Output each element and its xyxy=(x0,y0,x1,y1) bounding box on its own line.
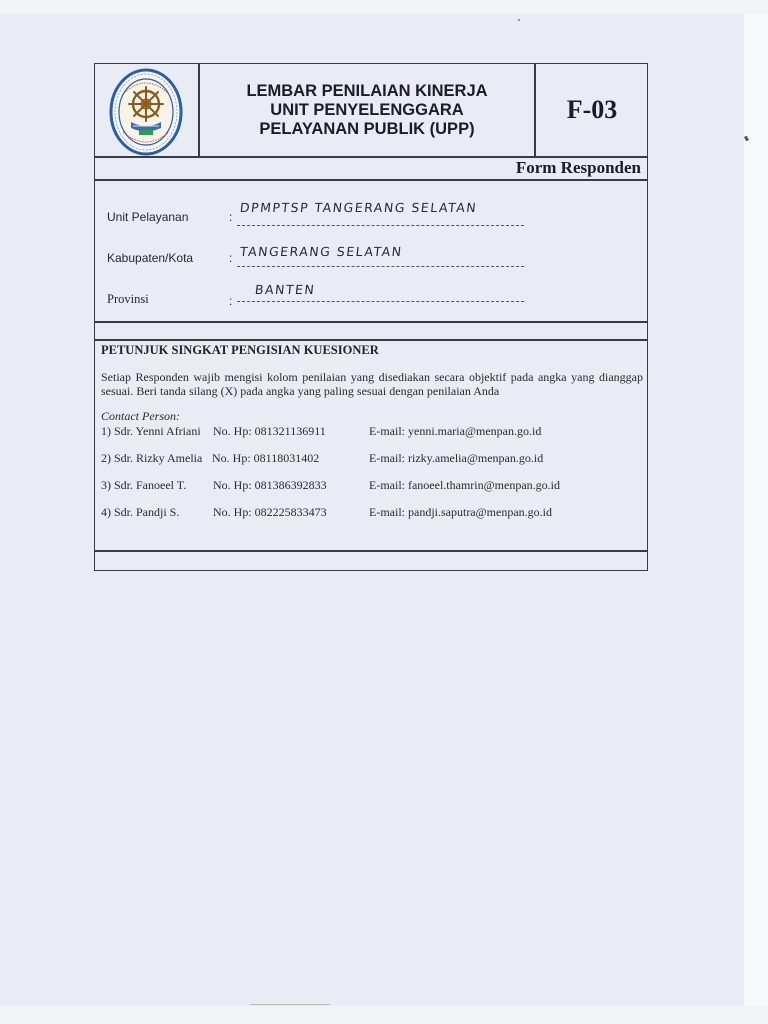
kabupaten-kota-field[interactable]: TANGERANG SELATAN xyxy=(239,244,404,259)
kabupaten-kota-label: Kabupaten/Kota xyxy=(107,251,194,265)
contact-email: E-mail: rizky.amelia@menpan.go.id xyxy=(369,451,544,465)
contact-name: 4) Sdr. Pandji S. xyxy=(101,505,180,519)
divider xyxy=(95,321,647,323)
contact-row xyxy=(101,451,641,467)
scan-margin xyxy=(744,14,768,1006)
unit-pelayanan-field[interactable]: DPMPTSP TANGERANG SELATAN xyxy=(239,200,478,215)
contact-email: E-mail: pandji.saputra@menpan.go.id xyxy=(369,505,553,519)
answer-line xyxy=(237,225,524,226)
title-line: PELAYANAN PUBLIK (UPP) xyxy=(259,119,475,138)
answer-line xyxy=(237,301,524,302)
provinsi-label: Provinsi xyxy=(107,292,149,306)
form-frame xyxy=(94,63,648,571)
unit-pelayanan-label: Unit Pelayanan xyxy=(107,210,189,224)
scan-speck xyxy=(250,1004,330,1005)
title-line: LEMBAR PENILAIAN KINERJA xyxy=(246,81,488,100)
contact-row xyxy=(101,505,641,521)
title-line: UNIT PENYELENGGARA xyxy=(270,100,464,119)
colon: : xyxy=(229,251,233,265)
contact-name: 2) Sdr. Rizky Amelia xyxy=(101,451,203,465)
contact-person-title: Contact Person: xyxy=(101,409,180,423)
form-code: F-03 xyxy=(566,95,618,124)
divider xyxy=(95,179,647,181)
contact-row xyxy=(101,424,641,440)
ministry-seal-logo xyxy=(109,68,183,156)
contact-row xyxy=(101,478,641,494)
divider xyxy=(95,339,647,341)
colon: : xyxy=(229,210,233,224)
divider xyxy=(95,550,647,552)
contact-name: 3) Sdr. Fanoeel T. xyxy=(101,478,187,492)
provinsi-field[interactable]: BANTEN xyxy=(254,282,317,297)
contact-name: 1) Sdr. Yenni Afriani xyxy=(101,424,201,438)
form-name: Form Responden xyxy=(515,158,641,177)
answer-line xyxy=(237,266,524,267)
contact-phone: No. Hp: 081321136911 xyxy=(213,424,326,438)
form-title xyxy=(199,64,535,156)
instructions-title: PETUNJUK SINGKAT PENGISIAN KUESIONER xyxy=(101,343,379,357)
contact-phone: No. Hp: 082225833473 xyxy=(213,505,327,519)
contact-email: E-mail: yenni.maria@menpan.go.id xyxy=(369,424,542,438)
colon: : xyxy=(229,294,233,308)
contact-email: E-mail: fanoeel.thamrin@menpan.go.id xyxy=(369,478,560,492)
scan-speck xyxy=(518,19,520,21)
contact-phone: No. Hp: 08118031402 xyxy=(212,451,320,465)
contact-phone: No. Hp: 081386392833 xyxy=(213,478,327,492)
instructions-text: Setiap Responden wajib mengisi kolom penilaian yang disediakan secara objektif pada angka yang dianggap sesuai. Beri tanda silang (X) pada angka yang paling sesuai dengan penilaian Anda xyxy=(101,370,643,398)
